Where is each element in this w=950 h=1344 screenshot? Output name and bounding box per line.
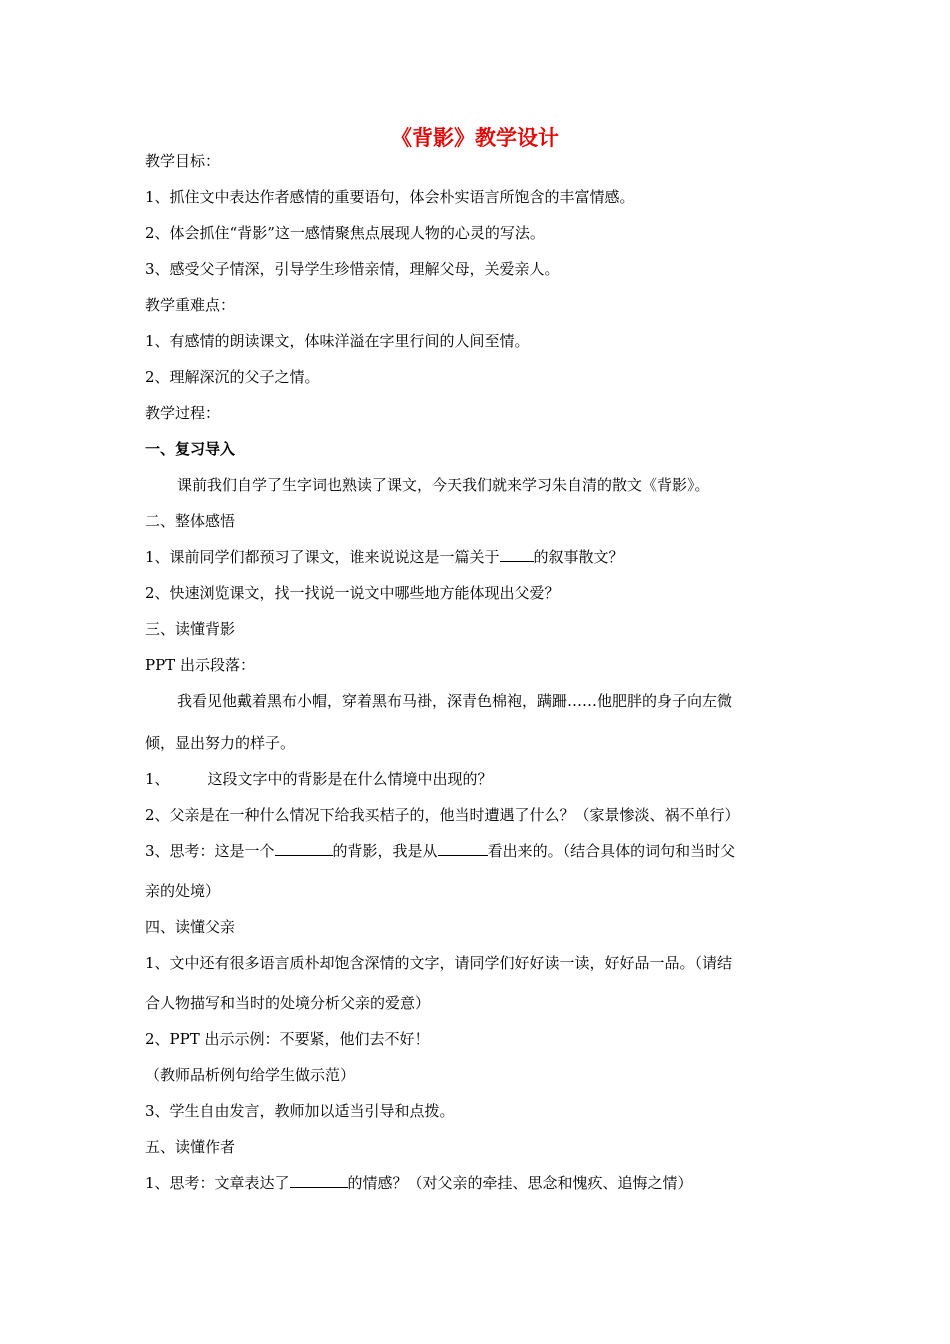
teacher-note: （教师品析例句给学生做示范） bbox=[145, 1066, 356, 1084]
section-heading-overall: 二、整体感悟 bbox=[145, 512, 236, 530]
fill-blank bbox=[438, 841, 488, 856]
document-title: 《背影》教学设计 bbox=[391, 125, 559, 150]
fill-blank bbox=[275, 841, 333, 856]
question-text: 3、思考：这是一个 bbox=[145, 842, 275, 860]
section-heading-author: 五、读懂作者 bbox=[145, 1138, 236, 1156]
fill-blank bbox=[290, 1173, 348, 1188]
objective-item: 2、体会抓住“背影”这一感情聚焦点展现人物的心灵的写法。 bbox=[145, 224, 545, 242]
fill-blank bbox=[500, 547, 534, 562]
question-item: 1、文中还有很多语言质朴却饱含深情的文字，请同学们好好读一读，好好品一品。（请结 bbox=[145, 954, 733, 972]
question-item: 2、PPT 出示示例：不要紧，他们去不好！ bbox=[145, 1030, 430, 1048]
section-heading-review: 一、复习导入 bbox=[145, 440, 236, 458]
section-heading-back: 三、读懂背影 bbox=[145, 620, 236, 638]
question-text: 的叙事散文？ bbox=[533, 548, 624, 566]
key-point-item: 1、有感情的朗读课文，体味洋溢在字里行间的人间至情。 bbox=[145, 332, 530, 350]
question-item: 3、学生自由发言，教师加以适当引导和点拨。 bbox=[145, 1102, 455, 1120]
question-item: 2、快速浏览课文，找一找说一说文中哪些地方能体现出父爱？ bbox=[145, 584, 560, 602]
question-text: 这段文字中的背影是在什么情境中出现的？ bbox=[207, 770, 493, 788]
question-number: 1、 bbox=[145, 770, 170, 788]
section-heading-father: 四、读懂父亲 bbox=[145, 918, 236, 936]
question-text: 看出来的。（结合具体的词句和当时父 bbox=[487, 842, 736, 860]
question-text: 的背影，我是从 bbox=[332, 842, 438, 860]
question-item bbox=[145, 1172, 815, 1194]
question-item bbox=[145, 840, 815, 862]
objectives-heading: 教学目标： bbox=[145, 152, 221, 170]
quoted-passage: 我看见他戴着黑布小帽，穿着黑布马褂，深青色棉袍，蹒跚……他肥胖的身子向左微 bbox=[177, 692, 733, 710]
question-continuation: 亲的处境） bbox=[145, 882, 221, 900]
question-item bbox=[145, 768, 815, 790]
ppt-label: PPT 出示段落： bbox=[145, 656, 255, 674]
objective-item: 1、抓住文中表达作者感情的重要语句，体会朴实语言所饱含的丰富情感。 bbox=[145, 188, 635, 206]
question-text: 1、思考：文章表达了 bbox=[145, 1174, 290, 1192]
key-points-heading: 教学重难点： bbox=[145, 296, 236, 314]
key-point-item: 2、理解深沉的父子之情。 bbox=[145, 368, 320, 386]
section-text-review: 课前我们自学了生字词也熟读了课文，今天我们就来学习朱自清的散文《背影》。 bbox=[177, 476, 710, 494]
process-heading: 教学过程： bbox=[145, 404, 221, 422]
question-item bbox=[145, 546, 815, 568]
objective-item: 3、感受父子情深，引导学生珍惜亲情，理解父母，关爱亲人。 bbox=[145, 260, 560, 278]
question-continuation: 合人物描写和当时的处境分析父亲的爱意） bbox=[145, 994, 431, 1012]
question-text: 1、课前同学们都预习了课文，谁来说说这是一篇关于 bbox=[145, 548, 500, 566]
quoted-passage: 倾，显出努力的样子。 bbox=[145, 734, 296, 752]
question-item: 2、父亲是在一种什么情况下给我买桔子的，他当时遭遇了什么？（家景惨淡、祸不单行） bbox=[145, 806, 740, 824]
question-text: 的情感？（对父亲的牵挂、思念和愧疚、追悔之情） bbox=[347, 1174, 693, 1192]
